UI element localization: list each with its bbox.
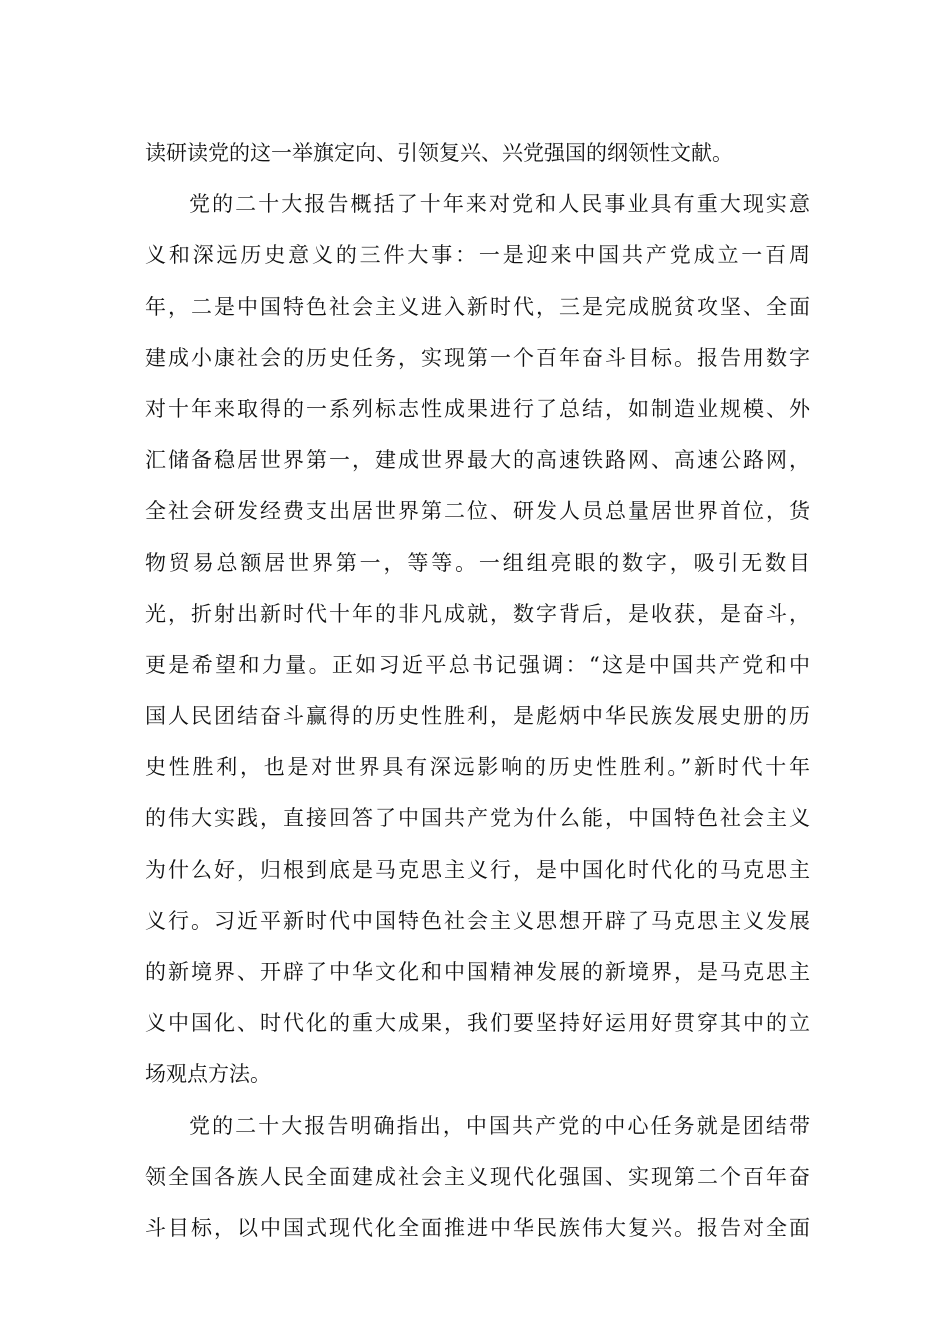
paragraph-line: 年，二是中国特色社会主义进入新时代，三是完成脱贫攻坚、全面 [145, 294, 810, 319]
paragraph-line: 物贸易总额居世界第一，等等。一组组亮眼的数字，吸引无数目 [145, 550, 810, 575]
paragraph-line: 为什么好，归根到底是马克思主义行，是中国化时代化的马克思主 [145, 857, 810, 882]
paragraph-line: 的伟大实践，直接回答了中国共产党为什么能，中国特色社会主义 [145, 806, 810, 831]
paragraph-line: 义中国化、时代化的重大成果，我们要坚持好运用好贯穿其中的立 [145, 1011, 810, 1036]
paragraph-line: 读研读党的这一举旗定向、引领复兴、兴党强国的纲领性文献。 [145, 141, 733, 165]
paragraph-line: 领全国各族人民全面建成社会主义现代化强国、实现第二个百年奋 [145, 1164, 810, 1189]
paragraph-line: 党的二十大报告概括了十年来对党和人民事业具有重大现实意 [189, 192, 810, 217]
paragraph-line: 斗目标，以中国式现代化全面推进中华民族伟大复兴。报告对全面 [145, 1215, 810, 1240]
body-text [145, 128, 810, 1254]
paragraph-line: 史性胜利，也是对世界具有深远影响的历史性胜利。”新时代十年 [145, 755, 810, 780]
paragraph-line: 场观点方法。 [145, 1062, 271, 1087]
paragraph-line: 对十年来取得的一系列标志性成果进行了总结，如制造业规模、外 [145, 396, 810, 421]
paragraph-line: 国人民团结奋斗赢得的历史性胜利，是彪炳中华民族发展史册的历 [145, 704, 810, 729]
paragraph-line: 建成小康社会的历史任务，实现第一个百年奋斗目标。报告用数字 [145, 345, 810, 370]
paragraph-line: 全社会研发经费支出居世界第二位、研发人员总量居世界首位，货 [145, 499, 810, 524]
paragraph-line: 更是希望和力量。正如习近平总书记强调：“这是中国共产党和中 [145, 652, 810, 677]
paragraph-line: 光，折射出新时代十年的非凡成就，数字背后，是收获，是奋斗， [145, 601, 810, 626]
paragraph-line: 义和深远历史意义的三件大事：一是迎来中国共产党成立一百周 [145, 243, 810, 268]
paragraph-line: 党的二十大报告明确指出，中国共产党的中心任务就是团结带 [189, 1113, 810, 1138]
paragraph-line: 义行。习近平新时代中国特色社会主义思想开辟了马克思主义发展 [145, 908, 810, 933]
paragraph-line: 的新境界、开辟了中华文化和中国精神发展的新境界，是马克思主 [145, 960, 810, 984]
paragraph-line: 汇储备稳居世界第一，建成世界最大的高速铁路网、高速公路网， [145, 448, 810, 473]
